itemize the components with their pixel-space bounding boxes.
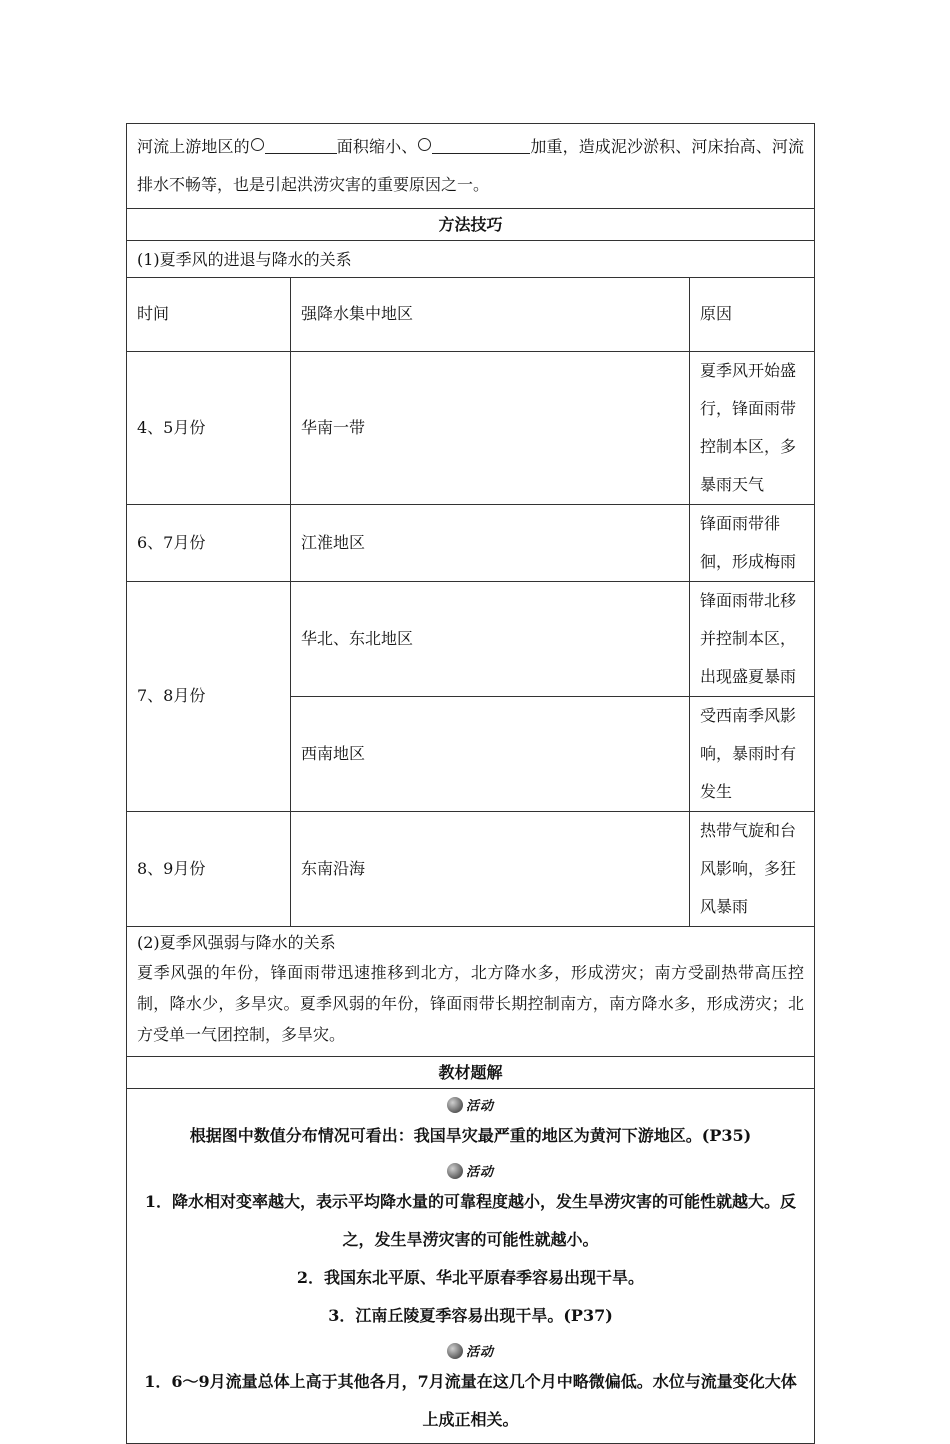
cell-reason: 热带气旋和台风影响，多狂风暴雨 [690,811,815,926]
cell-reason: 受西南季风影响，暴雨时有发生 [690,696,815,811]
cell-area: 华北、东北地区 [291,581,690,696]
circle-marker-1 [251,138,264,151]
table-row [127,351,814,504]
table-header-row [127,278,814,351]
cell-area: 东南沿海 [291,811,690,926]
cell-time: 8、9月份 [127,811,291,926]
activity-badge-1: 活动 [137,1089,804,1117]
cell-time: 7、8月份 [127,581,291,811]
monsoon-table [127,278,814,926]
cell-reason: 锋面雨带北移并控制本区，出现盛夏暴雨 [690,581,815,696]
content-table [126,123,815,1444]
circle-marker-2 [418,138,431,151]
header-time: 时间 [127,278,291,351]
globe-icon [447,1343,463,1359]
textbook-answers [127,1089,814,1443]
table-row [127,504,814,581]
activity-badge-3: 活动 [137,1335,804,1363]
intro-text-1: 河流上游地区的 [137,137,250,156]
answer-blank-1[interactable] [265,135,337,154]
activity2-answer-1: 1．降水相对变率越大，表示平均降水量的可靠程度越小，发生旱涝灾害的可能性就越大。反之，发生旱涝灾害的可能性就越小。 [144,1191,797,1249]
intro-paragraph [127,124,814,209]
cell-reason: 夏季风开始盛行，锋面雨带控制本区，多暴雨天气 [690,351,815,504]
cell-area: 华南一带 [291,351,690,504]
cell-area: 西南地区 [291,696,690,811]
globe-icon [447,1163,463,1179]
textbook-heading: 教材题解 [127,1057,814,1089]
header-area: 强降水集中地区 [291,278,690,351]
intro-text-2: 面积缩小、 [336,137,418,156]
methods-part2 [127,927,814,1057]
table-row [127,811,814,926]
methods-sub2: (2)夏季风强弱与降水的关系 [137,932,336,952]
cell-time: 6、7月份 [127,504,291,581]
monsoon-table-wrap [127,278,814,927]
cell-reason: 锋面雨带徘徊，形成梅雨 [690,504,815,581]
answer-blank-2[interactable] [432,135,530,154]
methods-para2: 夏季风强的年份，锋面雨带迅速推移到北方，北方降水多，形成涝灾；南方受副热带高压控制，降水少，多旱灾。夏季风弱的年份，锋面雨带长期控制南方，南方降水多，形成涝灾；北方受单一气团控制，多旱灾。 [137,962,804,1044]
activity2-answer-2: 2．我国东北平原、华北平原春季容易出现干旱。 [296,1267,645,1287]
activity3-answer: 1．6～9月流量总体上高于其他各月，7月流量在这几个月中略微偏低。水位与流量变化大体上成正相关。 [144,1371,797,1429]
activity-badge-2: 活动 [137,1155,804,1183]
cell-time: 4、5月份 [127,351,291,504]
methods-sub1: (1)夏季风的进退与降水的关系 [127,241,814,278]
intro-text-3: 加重，造成泥沙淤积、河床抬高、河流排水不畅等，也是引起洪涝灾害的重要原因之一。 [137,137,804,194]
header-reason: 原因 [690,278,815,351]
activity2-answer-3: 3．江南丘陵夏季容易出现干旱。(P37) [328,1305,613,1325]
activity1-answer: 根据图中数值分布情况可看出：我国旱灾最严重的地区为黄河下游地区。(P35) [189,1125,752,1145]
table-row [127,581,814,696]
methods-heading: 方法技巧 [127,209,814,241]
cell-area: 江淮地区 [291,504,690,581]
globe-icon [447,1097,463,1113]
